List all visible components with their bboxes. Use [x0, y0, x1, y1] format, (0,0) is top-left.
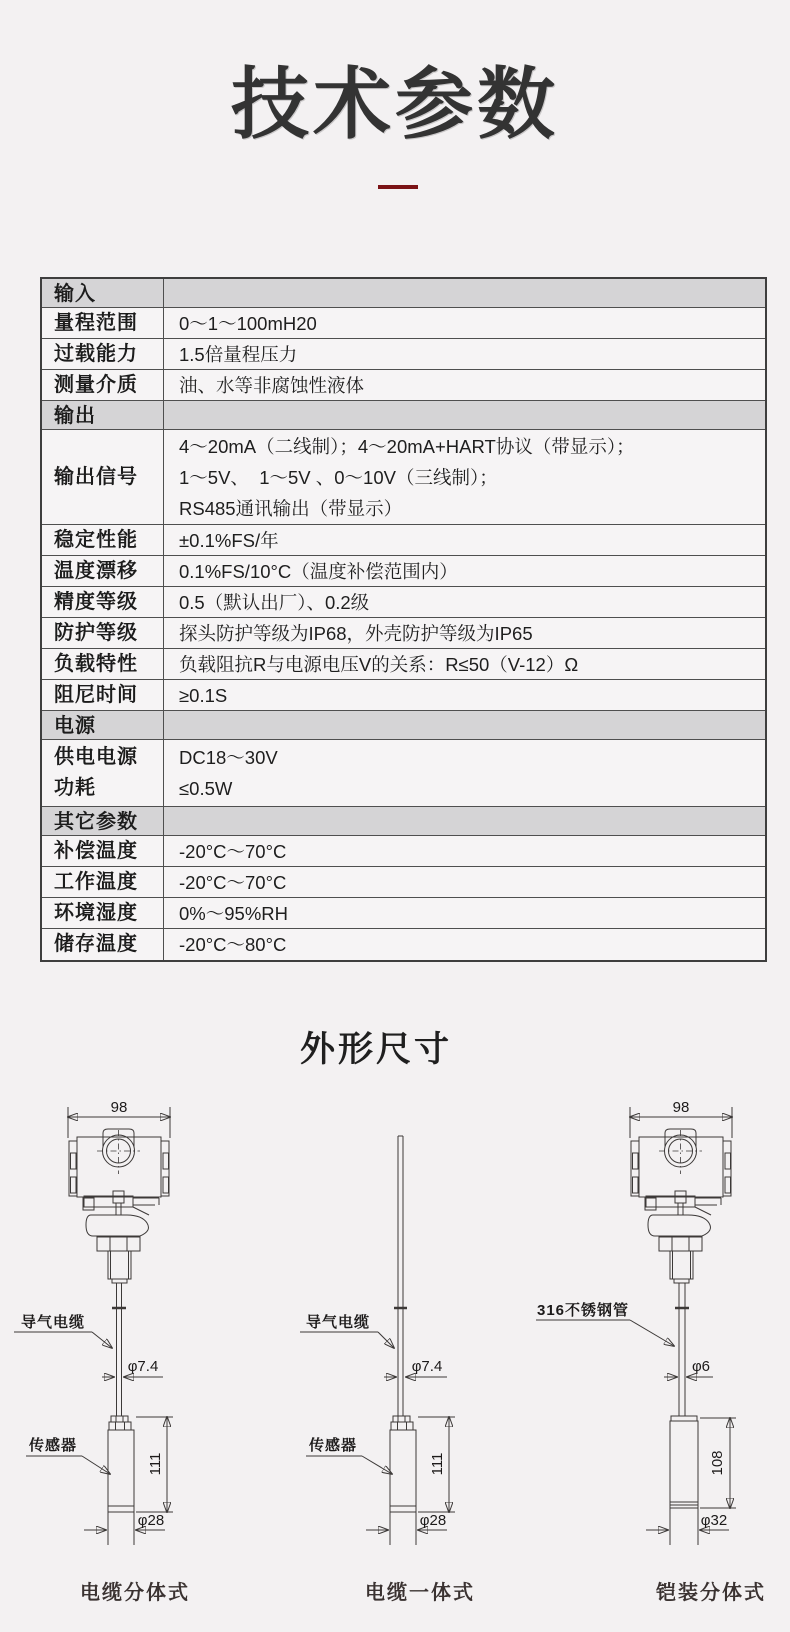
spec-row [42, 680, 765, 711]
spec-value [163, 556, 765, 587]
spec-value [163, 587, 765, 618]
spec-label-line: 工作温度 [54, 871, 138, 893]
sensor-length-label: 111 [147, 1452, 164, 1476]
spec-value [163, 867, 765, 898]
spec-value [163, 836, 765, 867]
spec-row [42, 929, 765, 960]
spec-value-line: 0.1%FS/10°C（温度补偿范围内） [179, 561, 458, 582]
page-title: 技术参数 [230, 60, 559, 148]
spec-value [163, 740, 765, 806]
spec-label-line: 温度漂移 [54, 560, 138, 582]
spec-value-line: 4～20mA（二线制）；4～20mA+HART协议（带显示）； [179, 435, 635, 457]
spec-label [42, 898, 163, 929]
spec-value [163, 370, 765, 401]
sensor-diameter-label: φ32 [700, 1512, 728, 1529]
spec-value-line: 0～1～100mH20 [179, 313, 317, 334]
spec-value [163, 308, 765, 339]
spec-row [42, 740, 765, 807]
spec-row [42, 618, 765, 649]
tube-label: 316不锈钢管 [536, 1302, 630, 1319]
spec-row [42, 556, 765, 587]
spec-value [163, 929, 765, 960]
spec-table [40, 277, 767, 962]
tube-diameter-label: φ6 [691, 1358, 711, 1375]
sensor-length-label: 111 [429, 1452, 446, 1476]
spec-value-line: ±0.1%FS/年 [179, 530, 279, 551]
sensor-label: 传感器 [308, 1437, 358, 1454]
spec-value-line: DC18～30V [179, 747, 278, 768]
dimensions-section-title: 外形尺寸 [299, 1030, 453, 1069]
drawing-cable-integrated [300, 1136, 455, 1545]
spec-label-line: 防护等级 [54, 622, 138, 644]
spec-row [42, 898, 765, 929]
spec-label [42, 401, 163, 432]
spec-row [42, 370, 765, 401]
spec-label-line: 精度等级 [54, 591, 138, 613]
spec-value-line: 负载阻抗R与电源电压V的关系：R≤50（V-12）Ω [179, 654, 579, 675]
spec-value [163, 430, 765, 524]
spec-value [163, 339, 765, 370]
spec-label-line: 输出 [54, 405, 96, 427]
spec-row [42, 308, 765, 339]
spec-section-row [42, 401, 765, 430]
dim-98-label: 98 [672, 1099, 690, 1116]
spec-label-line: 负载特性 [54, 653, 138, 675]
spec-value-line: 1.5倍量程压力 [179, 344, 298, 365]
spec-label [42, 525, 163, 556]
spec-label-line: 测量介质 [54, 374, 138, 396]
spec-value [163, 649, 765, 680]
spec-label-line: 过载能力 [54, 343, 138, 365]
spec-value-line: 油、水等非腐蚀性液体 [179, 375, 365, 396]
spec-row [42, 867, 765, 898]
spec-label-line: 稳定性能 [54, 529, 138, 551]
spec-label-line: 储存温度 [54, 933, 138, 955]
sensor-label: 传感器 [28, 1437, 78, 1454]
cable-diameter-label: φ7.4 [411, 1358, 443, 1375]
sensor-diameter-label: φ28 [419, 1512, 447, 1529]
spec-label [42, 867, 163, 898]
drawing-cable-split [14, 1099, 173, 1545]
spec-value [163, 807, 765, 838]
spec-label-line: 环境湿度 [54, 902, 138, 924]
spec-value-line: 1～5V、 1～5V 、0～10V（三线制）； [179, 466, 498, 488]
spec-label-line: 其它参数 [54, 811, 138, 833]
cable-label: 导气电缆 [20, 1314, 86, 1331]
sensor-diameter-label: φ28 [137, 1512, 165, 1529]
spec-label [42, 740, 163, 806]
spec-row [42, 587, 765, 618]
spec-row [42, 430, 765, 525]
spec-row [42, 649, 765, 680]
caption-cable-integrated: 电缆一体式 [365, 1582, 475, 1604]
spec-label-line: 功耗 [54, 777, 96, 799]
spec-label [42, 649, 163, 680]
spec-label [42, 680, 163, 711]
spec-label-line: 量程范围 [54, 312, 138, 334]
spec-value-line: -20°C～80°C [179, 934, 287, 955]
spec-section-row [42, 711, 765, 740]
spec-value-line: -20°C～70°C [179, 872, 287, 893]
dim-98-label: 98 [110, 1099, 128, 1116]
spec-value [163, 680, 765, 711]
spec-label [42, 308, 163, 339]
dimension-drawings [0, 1060, 790, 1620]
spec-value [163, 898, 765, 929]
spec-section-row [42, 807, 765, 836]
spec-value-line: ≥0.1S [179, 685, 228, 706]
spec-value [163, 279, 765, 310]
spec-section-row [42, 279, 765, 308]
spec-value [163, 711, 765, 742]
spec-label [42, 279, 163, 310]
spec-label [42, 430, 163, 524]
cable-label: 导气电缆 [305, 1314, 371, 1331]
spec-label-line: 输入 [54, 283, 96, 305]
spec-label [42, 339, 163, 370]
spec-value [163, 401, 765, 432]
spec-value-line: RS485通讯输出（带显示） [179, 497, 403, 519]
spec-label-line: 补偿温度 [54, 840, 138, 862]
title-accent-dash [378, 185, 418, 189]
spec-value-line: 0%～95%RH [179, 903, 288, 924]
spec-value-line: 0.5（默认出厂）、0.2级 [179, 592, 370, 613]
spec-label-line: 阻尼时间 [54, 684, 138, 706]
spec-label-line: 输出信号 [54, 465, 138, 488]
spec-value-line: -20°C～70°C [179, 841, 287, 862]
spec-label [42, 929, 163, 960]
spec-label [42, 587, 163, 618]
caption-cable-split: 电缆分体式 [80, 1582, 190, 1604]
sensor-length-label: 108 [709, 1450, 726, 1476]
spec-label-line: 供电电源 [54, 746, 138, 768]
drawing-armored-split [536, 1099, 736, 1545]
spec-label [42, 836, 163, 867]
spec-label [42, 370, 163, 401]
spec-label [42, 807, 163, 838]
spec-value-line: 探头防护等级为IP68，外壳防护等级为IP65 [179, 623, 533, 644]
spec-value [163, 525, 765, 556]
spec-row [42, 339, 765, 370]
spec-label [42, 618, 163, 649]
spec-label-line: 电源 [54, 715, 96, 737]
spec-label [42, 711, 163, 742]
spec-label [42, 556, 163, 587]
spec-value [163, 618, 765, 649]
caption-armored-split: 铠装分体式 [656, 1582, 766, 1604]
spec-row [42, 836, 765, 867]
spec-row [42, 525, 765, 556]
cable-diameter-label: φ7.4 [127, 1358, 159, 1375]
spec-value-line: ≤0.5W [179, 778, 233, 799]
